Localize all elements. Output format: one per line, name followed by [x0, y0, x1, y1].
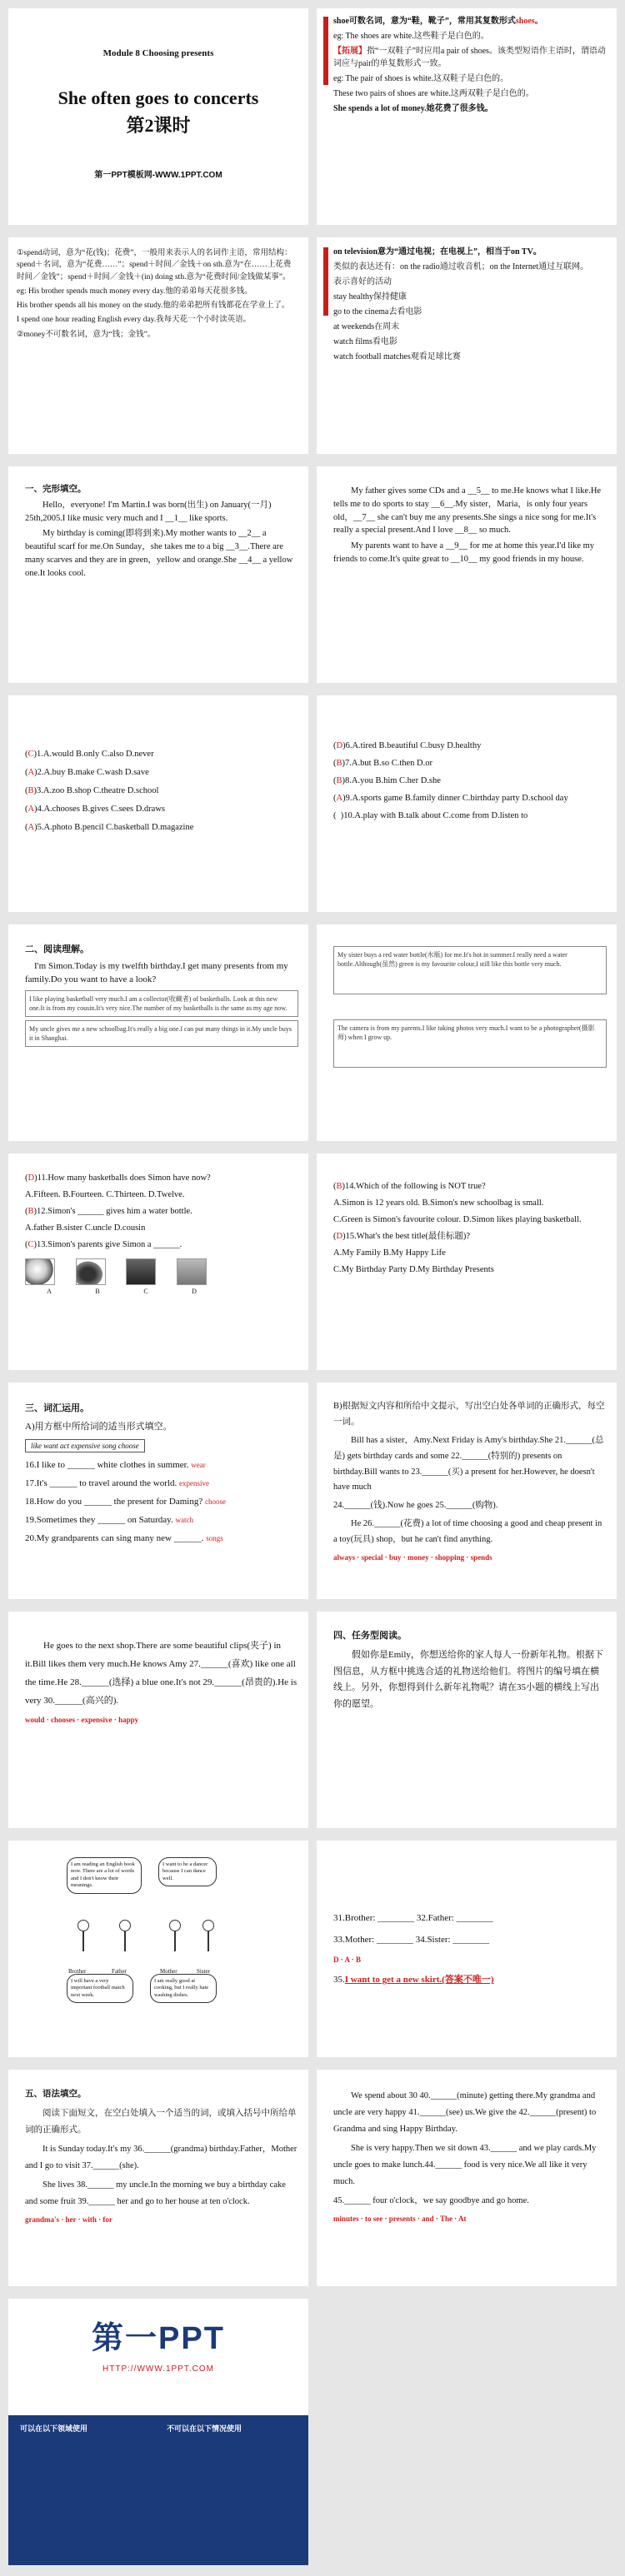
question-text: )11.How many basketballs does Simon have now? — [34, 1173, 211, 1183]
slide-cloze-2 — [317, 466, 617, 683]
usage-title: 可以在以下领域使用 — [20, 2424, 88, 2433]
label: C — [143, 1287, 148, 1295]
answer: D — [336, 741, 343, 750]
example: eg: The shoes are white.这些鞋子是白色的。 — [333, 32, 489, 41]
answer: happy — [118, 1716, 139, 1724]
answer: B — [356, 1955, 362, 1964]
example: eg: His brother spends much money every day.他的弟弟每天花很多钱。 — [17, 286, 252, 296]
answer-key: would · chooses · expensive · happy — [25, 1716, 139, 1724]
brother-figure — [73, 1920, 93, 1966]
answer: D — [28, 1173, 35, 1183]
answer: money — [408, 1553, 429, 1562]
question-text: )14.Which of the following is NOT true? — [342, 1182, 486, 1191]
question-text: )5.A.photo B.pencil C.basketball D.magazine — [34, 823, 194, 833]
mother-figure — [165, 1920, 185, 1966]
answer: A — [28, 768, 35, 778]
instructions: 假如你是Emily，你想送给你的家人每人一份新年礼物。根据下图信息，从方框中挑选合适的礼物送给他们。将图片的编号填在横线上。另外，你想得到什么新年礼物呢？请在35小题的横线上写出你的愿望。 — [333, 1649, 603, 1710]
item-text: 17.It's ______ to travel around the world. — [25, 1478, 178, 1489]
text-box: I like playing basketball very much.I am a collector(收藏者) of basketballs. Look at this new one.It is from my cousin.It's very nice.The number of my basketballs is the same as my age now. — [25, 990, 298, 1017]
question-item: (D)6.A.tired B.beautiful C.busy D.healthy — [333, 741, 482, 750]
question-item: (B)12.Simon's ______ gives him a water bottle. — [25, 1206, 192, 1216]
question-item: (D)15.What's the best title(最佳标题)? — [333, 1231, 471, 1241]
answer: D — [336, 1231, 343, 1241]
speech-bubble: I am really good at cooking, but I really hate washing dishes. — [150, 1974, 217, 2003]
passage: 45.______ four o'clock，we say goodbye and go home. — [333, 2195, 529, 2205]
answer: spends — [470, 1553, 492, 1562]
schoolbag-picture — [177, 1258, 207, 1285]
passage: My parents want to have a __9__ for me at home this year.I'd like my friends to come.It's quite great to __10__ my good friends in my house. — [333, 541, 595, 564]
passage: 24.______(钱).Now he goes 25.______(购物). — [333, 1501, 498, 1511]
question-item: (B)3.A.zoo B.shop C.theatre D.school — [25, 786, 159, 796]
section-heading: 三、词汇运用。 — [25, 1403, 89, 1413]
line-text: 33.Mother: ________ 34.Sister: ________ — [333, 1935, 490, 1946]
question-text: )3.A.zoo B.shop C.theatre D.school — [33, 786, 159, 796]
answer: A — [344, 1955, 350, 1964]
text-box: The camera is from my parents.I like taking photos very much.I want to be a photographer(摄影师) when I grow up. — [333, 1019, 607, 1068]
answer: chooses — [51, 1716, 76, 1724]
question-text: )13.Simon's parents give Simon a ______. — [33, 1239, 182, 1249]
slide-reading-q1 — [8, 1153, 308, 1370]
phrase: stay healthy保持健康 — [333, 292, 408, 301]
answer: A — [28, 805, 35, 815]
question-text: )4.A.chooses B.gives C.sees D.draws — [34, 805, 165, 815]
question-text: )10.A.play with B.talk about C.come from D.listen to — [340, 811, 528, 820]
answer: A — [28, 823, 35, 833]
question-item: (A)2.A.buy B.make C.wash D.save — [25, 768, 149, 778]
answer: grandma's — [25, 2215, 60, 2224]
slide-shoes — [317, 8, 617, 225]
speech-bubble: I want to be a dancer because I can dance well. — [158, 1857, 217, 1886]
line-text: 31.Brother: ________ 32.Father: ________ — [333, 1913, 493, 1923]
answer: for — [102, 2215, 112, 2224]
answer: A — [336, 794, 343, 803]
line-text: 35. — [333, 1975, 345, 1986]
label: Mother — [160, 1968, 178, 1975]
answer: and — [422, 2214, 434, 2223]
tv-similar: 类似的表达还有：on the radio通过收音机；on the Internet通过互联网。 — [333, 262, 589, 272]
father-figure — [115, 1920, 135, 1966]
vocab-item — [25, 1492, 298, 1511]
label: A — [47, 1287, 52, 1295]
question-text: )15.What's the best title(最佳标题)? — [342, 1231, 471, 1241]
question-text: )6.A.tired B.beautiful C.busy D.healthy — [342, 741, 482, 750]
vocab-item — [25, 1511, 298, 1529]
passage: Bill has a sister，Amy.Next Friday is Amy's birthday.She 21.______(总是) gets birthday cards and some 22.______(特别的) presents on birthday.Bill wants to 23.______(买) a present for her.However, he doesn't have much — [333, 1435, 604, 1492]
sub-heading: A)用方框中所给词的适当形式填空。 — [25, 1422, 172, 1432]
slide-tv — [317, 237, 617, 454]
answer: with — [82, 2215, 97, 2224]
text-box: My uncle gives me a new schoolbag.It's really a big one.I can put many things in it.My uncle buys it in Shanghai. — [25, 1020, 298, 1047]
slide-reading-2 — [317, 924, 617, 1141]
hobby-heading: 表示喜好的活动 — [333, 277, 392, 286]
instructions: 阅读下面短文，在空白处填入一个适当的词，或填入括号中所给单词的正确形式。 — [25, 2108, 297, 2135]
slide-reading-q2 — [317, 1153, 617, 1370]
speech-bubble: I am reading an English book now. There are a lot of words and I don't know their meanings. — [67, 1857, 142, 1894]
answer: B — [336, 759, 342, 768]
slide-grammar-2 — [317, 2070, 617, 2286]
question-item: (A)4.A.chooses B.gives C.sees D.draws — [25, 805, 165, 815]
question-item: (B)8.A.you B.him C.her D.she — [333, 776, 441, 785]
lesson-subtitle: 第2课时 — [126, 114, 191, 136]
answer-key: minutes · to see · presents · and · The · At — [333, 2214, 467, 2223]
slide-title — [8, 8, 308, 225]
answer: minutes — [333, 2214, 359, 2223]
slide-spend — [8, 237, 308, 454]
options: A.My Family B.My Happy Life — [333, 1248, 446, 1258]
label: Brother — [68, 1968, 87, 1975]
question-item: (C)13.Simon's parents give Simon a ______. — [25, 1239, 182, 1249]
slide-task-reading — [317, 1612, 617, 1828]
slide-vocab-b — [317, 1383, 617, 1599]
item-text: 20.My grandparents can sing many new ______. — [25, 1533, 204, 1544]
answer: songs — [206, 1534, 223, 1543]
item-text: 19.Sometimes they ______ on Saturday. — [25, 1515, 173, 1526]
question-item: (B)7.A.but B.so C.then D.or — [333, 759, 433, 768]
question-text: )12.Simon's ______ gives him a water bottle. — [33, 1206, 192, 1216]
answer: presents — [388, 2214, 416, 2223]
question-text: )9.A.sports game B.family dinner C.birthday party D.school day — [342, 794, 568, 803]
logo-text: 第一PPT — [92, 2321, 225, 2356]
answer-line — [333, 1907, 607, 1929]
vocab-item — [25, 1529, 298, 1547]
speech-bubble: I will have a very important football match next week. — [67, 1974, 133, 2003]
extend-text-2: pair的单复数形式一致。 — [358, 59, 447, 68]
label: D — [192, 1287, 197, 1295]
question-item: (D)11.How many basketballs does Simon have now? — [25, 1173, 211, 1183]
answer: B — [28, 1206, 34, 1216]
shoe-plural: shoes。 — [515, 17, 543, 26]
extend-text: 指“一双鞋子”时应用a pair of shoes。该类型短语作主语时，谓语动词应与 — [333, 47, 606, 68]
answer: B — [28, 786, 34, 796]
passage: We spend about 30 40.______(minute) getting there.My grandma and uncle are very happy 41.______(see) us.We give the 42.______(present) to Grandma and sing Happy Birthday. — [333, 2091, 597, 2134]
item-text: 16.I like to ______ white clothes in summer. — [25, 1460, 189, 1471]
module-label: Module 8 Choosing presents — [102, 48, 214, 58]
label: Sister — [197, 1968, 210, 1975]
slide-brand — [8, 2299, 308, 2565]
slide-cloze-1 — [8, 466, 308, 683]
question-text: )7.A.but B.so C.then D.or — [342, 759, 433, 768]
section-heading: 五、语法填空。 — [25, 2090, 87, 2099]
answer: shopping — [435, 1553, 465, 1562]
label: B — [95, 1287, 100, 1295]
shoe-note: shoe可数名词，意为“鞋，靴子”，常用其复数形式 — [333, 17, 516, 26]
answer: special — [361, 1553, 383, 1562]
phrase: watch films看电影 — [333, 337, 398, 346]
options: A.Fifteen. B.Fourteen. C.Thirteen. D.Twelve. — [25, 1189, 185, 1199]
answer-line — [333, 1929, 607, 1951]
word-box: like want act expensive song choose — [25, 1439, 145, 1452]
answer: D — [333, 1955, 339, 1964]
sentence: She spends a lot of money.她花费了很多钱。 — [333, 104, 493, 113]
item-text: 18.How do you ______ the present for Daming? — [25, 1497, 203, 1507]
answer: C — [28, 1239, 34, 1249]
slide-choices-1 — [8, 695, 308, 912]
slide-choices-2 — [317, 695, 617, 912]
slide-reading-1 — [8, 924, 308, 1141]
phrase: go to the cinema去看电影 — [333, 307, 422, 316]
answer: choose — [205, 1497, 226, 1507]
passage: My father gives some CDs and a __5__ to me.He knows what I like.He tells me to do sports to stay __6__.My sister，Maria，is only four years old，__7__ she can't buy me any presents.She sings a nice song for me.It's really a special present.And I love __8__ so much. — [333, 486, 602, 536]
example: These two pairs of shoes are white.这两双鞋子是白色的。 — [333, 89, 534, 98]
slide-task-answers — [317, 1841, 617, 2057]
answer: watch — [175, 1516, 193, 1525]
lesson-title: She often goes to concerts — [58, 87, 259, 108]
answer: B — [336, 1182, 342, 1191]
passage: He goes to the next shop.There are some beautiful clips(夹子) in it.Bill likes them very much.He knows Amy 27.______(喜欢) like one all the time.He 28.______(选择) a blue one.It's not 29.______(昂贵的).He is very 30.______(高兴的). — [25, 1641, 298, 1706]
vocab-item — [25, 1456, 298, 1474]
site-link[interactable]: 第一PPT模板网-WWW.1PPT.COM — [94, 170, 222, 180]
text-box: My sister buys a red water bottle(水瓶) for me.It's hot in summer.I really need a water bottle.Although(虽然) green is my favourite colour,I still like this bottle very much. — [333, 946, 607, 994]
money-note: ②money不可数名词，意为“钱；金钱”。 — [17, 330, 156, 339]
answer-key: grandma's · her · with · for — [25, 2215, 112, 2224]
passage: Hello，everyone! I'm Martin.I was born(出生) on January(一月) 25th,2005.I like music very much and I __1__ like sports. — [25, 500, 272, 523]
answer-line — [333, 1969, 607, 1991]
answer: her — [65, 2215, 77, 2224]
answer: The — [440, 2214, 453, 2223]
instructions: B)根据短文内容和所给中文提示，写出空白处各单词的正确形式，每空一词。 — [333, 1402, 605, 1427]
answer: wear — [191, 1461, 206, 1470]
question-item: (B)14.Which of the following is NOT true? — [333, 1182, 486, 1191]
passage: It is Sunday today.It's my 36.______(grandma) birthday.Father，Mother and I go to visit 37.______(she). — [25, 2144, 298, 2170]
question-item: (A)5.A.photo B.pencil C.basketball D.magazine — [25, 823, 194, 833]
tv-note: on television意为“通过电视；在电视上”，相当于on TV。 — [333, 247, 542, 257]
section-heading: 一、完形填空。 — [25, 485, 87, 494]
shoes-picture — [76, 1258, 106, 1285]
reading-intro: I'm Simon.Today is my twelfth birthday.I get many presents from my family.Do you want to have a look? — [25, 960, 288, 984]
slide-picture — [8, 1841, 308, 2057]
question-item: (C)1.A.would B.only C.also D.never — [25, 750, 154, 759]
answer: At — [458, 2214, 467, 2223]
question-text: )1.A.would B.only C.also D.never — [33, 750, 154, 759]
question-item: ( )10.A.play with B.talk about C.come from D.listen to — [333, 811, 528, 820]
passage: My birthday is coming(即将到来).My mother wants to __2__ a beautiful scarf for me.On Sunday，she takes me to a big __3__.There are many scarves and they are in green，yellow and orange.She __4__ a yellow one.It looks cool. — [25, 529, 293, 578]
options: C.My Birthday Party D.My Birthday Presents — [333, 1264, 494, 1274]
slide-grammar-1 — [8, 2070, 308, 2286]
passage: She is very happy.Then we sit down 43.______ and we play cards.My uncle goes to make lunch.44.______ food is very nice.We all like it very much. — [333, 2143, 597, 2186]
slide-vocab-c — [8, 1612, 308, 1828]
label: Father — [112, 1968, 127, 1975]
answer: expensive — [178, 1479, 209, 1488]
sister-figure — [198, 1920, 218, 1966]
answer: I want to get a new skirt.(答案不唯一) — [344, 1975, 494, 1986]
brand-url[interactable]: HTTP://WWW.1PPT.COM — [102, 2364, 214, 2374]
answer: buy — [389, 1553, 402, 1562]
answer: would — [25, 1716, 45, 1724]
answer: always — [333, 1553, 356, 1562]
passage: She lives 38.______ my uncle.In the morning we buy a birthday cake and some fruit 39.______ her and go to her house at ten o'clock. — [25, 2180, 286, 2206]
brand-footer — [8, 2415, 308, 2565]
vocab-item — [25, 1474, 298, 1492]
camera-picture — [126, 1258, 156, 1285]
passage: He 26.______(花费) a lot of time choosing a good and cheap present in a toy(玩具) shop，but he can't find anything. — [333, 1519, 602, 1545]
options: C.Green is Simon's favourite colour. D.Simon likes playing basketball. — [333, 1214, 582, 1224]
spend-note: ①spend动词，意为“花(钱)；花费”，一般用来表示人的名词作主语，常用结构：spend＋名词，意为“花费……”；spend＋时间／金钱＋on sth.意为“在……上花费时间／金钱”；spend＋时间／金钱＋(in) doing sth.意为“花费时间/金钱做某事”。 — [17, 249, 292, 282]
restriction-title: 不可以在以下情况使用 — [167, 2424, 242, 2433]
question-item: (A)9.A.sports game B.family dinner C.birthday party D.school day — [333, 794, 568, 803]
options: A.Simon is 12 years old. B.Simon's new schoolbag is small. — [333, 1198, 544, 1208]
picture-options — [25, 1258, 298, 1285]
example: His brother spends all his money on the study.他的弟弟把所有钱都花在学业上了。 — [17, 301, 290, 310]
answer: B — [336, 776, 342, 785]
answer: to see — [365, 2214, 383, 2223]
answer-key: D · A · B — [333, 1955, 362, 1964]
basketball-picture — [25, 1258, 55, 1285]
answer: C — [28, 750, 34, 759]
options: A.father B.sister C.uncle D.cousin — [25, 1223, 146, 1233]
phrase: watch football matches观看足球比赛 — [333, 352, 461, 361]
phrase: at weekends在周末 — [333, 322, 400, 331]
picture-labels — [25, 1285, 298, 1298]
section-heading: 二、阅读理解。 — [25, 944, 89, 954]
answer-key: always · special · buy · money · shopping · spends — [333, 1553, 492, 1562]
example: I spend one hour reading English every day.我每天花一个小时读英语。 — [17, 316, 252, 325]
extend-label: 【拓展】 — [333, 47, 367, 56]
answer: expensive — [81, 1716, 112, 1724]
question-text: )2.A.buy B.make C.wash D.save — [34, 768, 149, 778]
slide-vocab-a — [8, 1383, 308, 1599]
section-heading: 四、任务型阅读。 — [333, 1631, 407, 1641]
example: eg: The pair of shoes is white.这双鞋子是白色的。 — [333, 74, 509, 83]
brand-logo — [8, 2315, 308, 2375]
question-text: )8.A.you B.him C.her D.she — [342, 776, 441, 785]
